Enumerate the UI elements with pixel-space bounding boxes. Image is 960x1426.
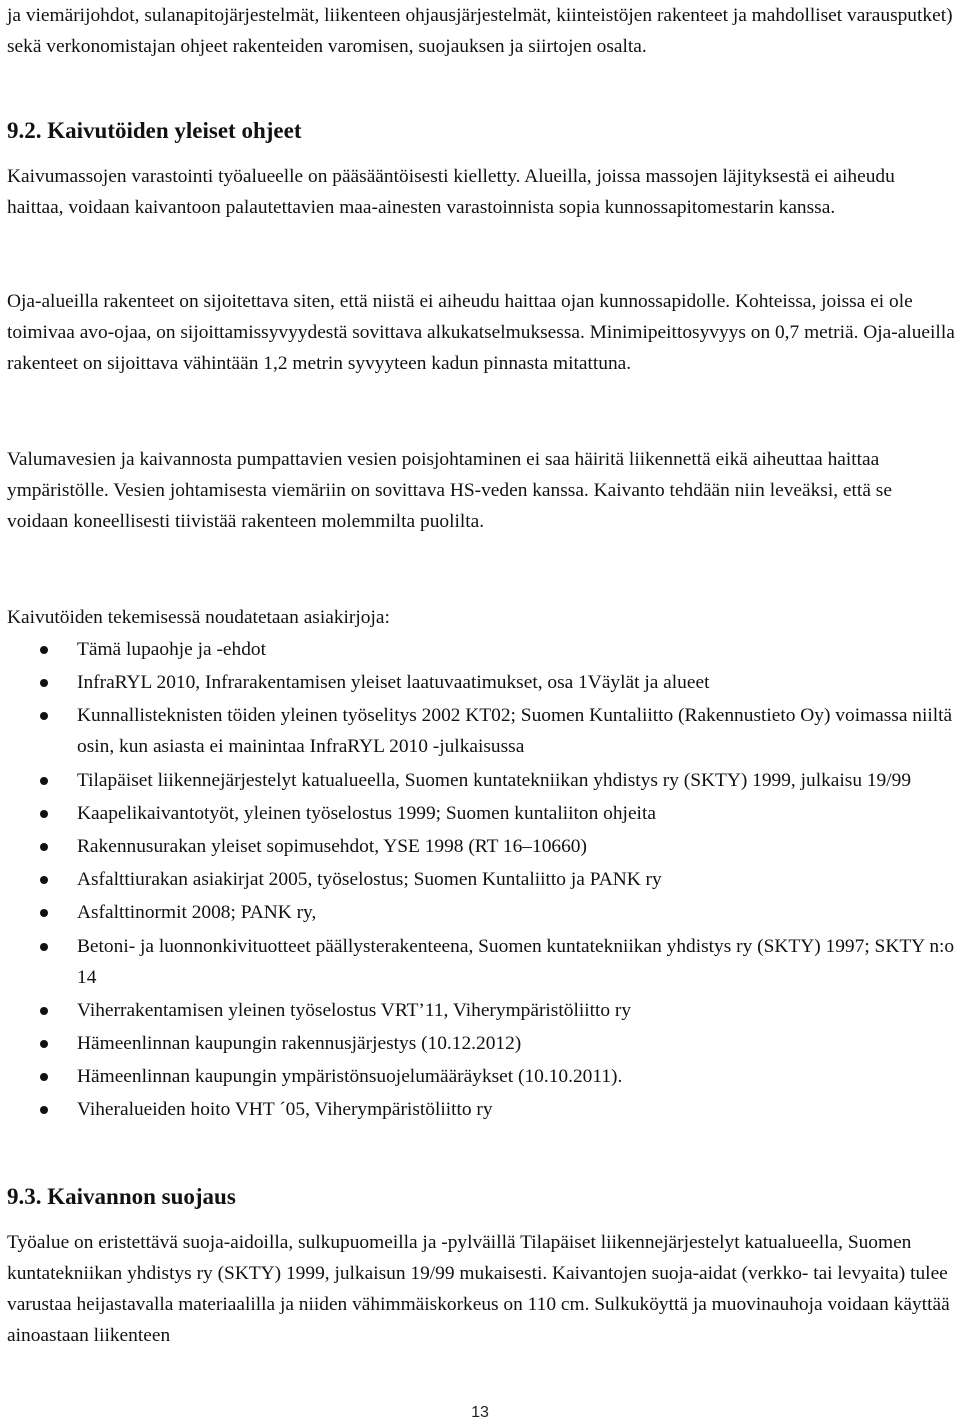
reference-list-intro: Kaivutöiden tekemisessä noudatetaan asiakirjoja: — [7, 607, 390, 628]
reference-list — [7, 634, 955, 1127]
list-item: Hämeenlinnan kaupungin rakennusjärjestys (10.12.2012) — [7, 1028, 955, 1059]
section-9-2-heading: 9.2. Kaivutöiden yleiset ohjeet — [7, 118, 302, 143]
list-item: Rakennusurakan yleiset sopimusehdot, YSE 1998 (RT 16–10660) — [7, 831, 955, 862]
bullet-icon — [40, 1073, 48, 1081]
section-9-3-paragraph-1: Työalue on eristettävä suoja-aidoilla, sulkupuomeilla ja -pylväillä Tilapäiset liikennejärjestelyt katualueella, Suomen kuntatekniikan yhdistys ry (SKTY) 1999, julkaisun 19/99 mukaisesti. Kaivantojen suoja-aidat (verkko- tai levyaita) tulee varustaa heijastavalla materiaalilla ja niiden vähimmäiskorkeus on 110 cm. Sulkuköyttä ja muovinauhoja voidaan käyttää ainoastaan liikenteen — [7, 1232, 950, 1346]
bullet-icon — [40, 810, 48, 818]
bullet-icon — [40, 876, 48, 884]
list-item: Viherrakentamisen yleinen työselostus VRT’11, Viherympäristöliitto ry — [7, 995, 955, 1026]
bullet-icon — [40, 843, 48, 851]
list-item: Kaapelikaivantotyöt, yleinen työselostus 1999; Suomen kuntaliiton ohjeita — [7, 798, 955, 829]
section-9-2-paragraph-1: Kaivumassojen varastointi työalueelle on pääsääntöisesti kielletty. Alueilla, joissa massojen läjityksestä ei aiheudu haittaa, voidaan kaivantoon palautettavien maa-ainesten varastoinnista sopia kunnossapitomestarin kanssa. — [7, 166, 895, 218]
list-item: Tilapäiset liikennejärjestelyt katualueella, Suomen kuntatekniikan yhdistys ry (SKTY) 1999, julkaisu 19/99 — [7, 765, 955, 796]
bullet-icon — [40, 909, 48, 917]
section-9-3-heading: 9.3. Kaivannon suojaus — [7, 1184, 236, 1209]
bullet-icon — [40, 943, 48, 951]
intro-paragraph: ja viemärijohdot, sulanapitojärjestelmät, liikenteen ohjausjärjestelmät, kiinteistöjen rakenteet ja mahdolliset varausputket) sekä verkonomistajan ohjeet rakenteiden varomisen, suojauksen ja siirtojen osalta. — [7, 5, 953, 57]
section-9-2-paragraph-3: Valumavesien ja kaivannosta pumpattavien vesien poisjohtaminen ei saa häiritä liikennettä eikä aiheuttaa haittaa ympäristölle. Vesien johtamisesta viemäriin on sovittava HS-veden kanssa. Kaivanto tehdään niin leveäksi, että se voidaan koneellisesti tiivistää rakenteen molemmilta puolilta. — [7, 449, 892, 532]
list-item: Viheralueiden hoito VHT ´05, Viherympäristöliitto ry — [7, 1094, 955, 1125]
list-item: Asfalttinormit 2008; PANK ry, — [7, 897, 955, 928]
list-item: InfraRYL 2010, Infrarakentamisen yleiset laatuvaatimukset, osa 1Väylät ja alueet — [7, 667, 955, 698]
page-number: 13 — [471, 1404, 489, 1421]
list-item: Tämä lupaohje ja -ehdot — [7, 634, 955, 665]
bullet-icon — [40, 1040, 48, 1048]
bullet-icon — [40, 777, 48, 785]
bullet-icon — [40, 712, 48, 720]
list-item: Hämeenlinnan kaupungin ympäristönsuojelumääräykset (10.10.2011). — [7, 1061, 955, 1092]
bullet-icon — [40, 1007, 48, 1015]
section-9-2-paragraph-2: Oja-alueilla rakenteet on sijoitettava siten, että niistä ei aiheudu haittaa ojan kunnossapidolle. Kohteissa, joissa ei ole toimivaa avo-ojaa, on sijoittamissyvyydestä sovittava alkukatselmuksessa. Minimipeittosyvyys on 0,7 metriä. Oja-alueilla rakenteet on sijoittava vähintään 1,2 metrin syvyyteen kadun pinnasta mitattuna. — [7, 291, 955, 374]
bullet-icon — [40, 1106, 48, 1114]
bullet-icon — [40, 679, 48, 687]
bullet-icon — [40, 646, 48, 654]
list-item: Asfalttiurakan asiakirjat 2005, työselostus; Suomen Kuntaliitto ja PANK ry — [7, 864, 955, 895]
list-item: Betoni- ja luonnonkivituotteet päällysterakenteena, Suomen kuntatekniikan yhdistys ry (SKTY) 1997; SKTY n:o 14 — [7, 931, 955, 993]
list-item: Kunnallisteknisten töiden yleinen työselitys 2002 KT02; Suomen Kuntaliitto (Rakennustieto Oy) voimassa niiltä osin, kun asiasta ei mainintaa InfraRYL 2010 -julkaisussa — [7, 700, 955, 762]
